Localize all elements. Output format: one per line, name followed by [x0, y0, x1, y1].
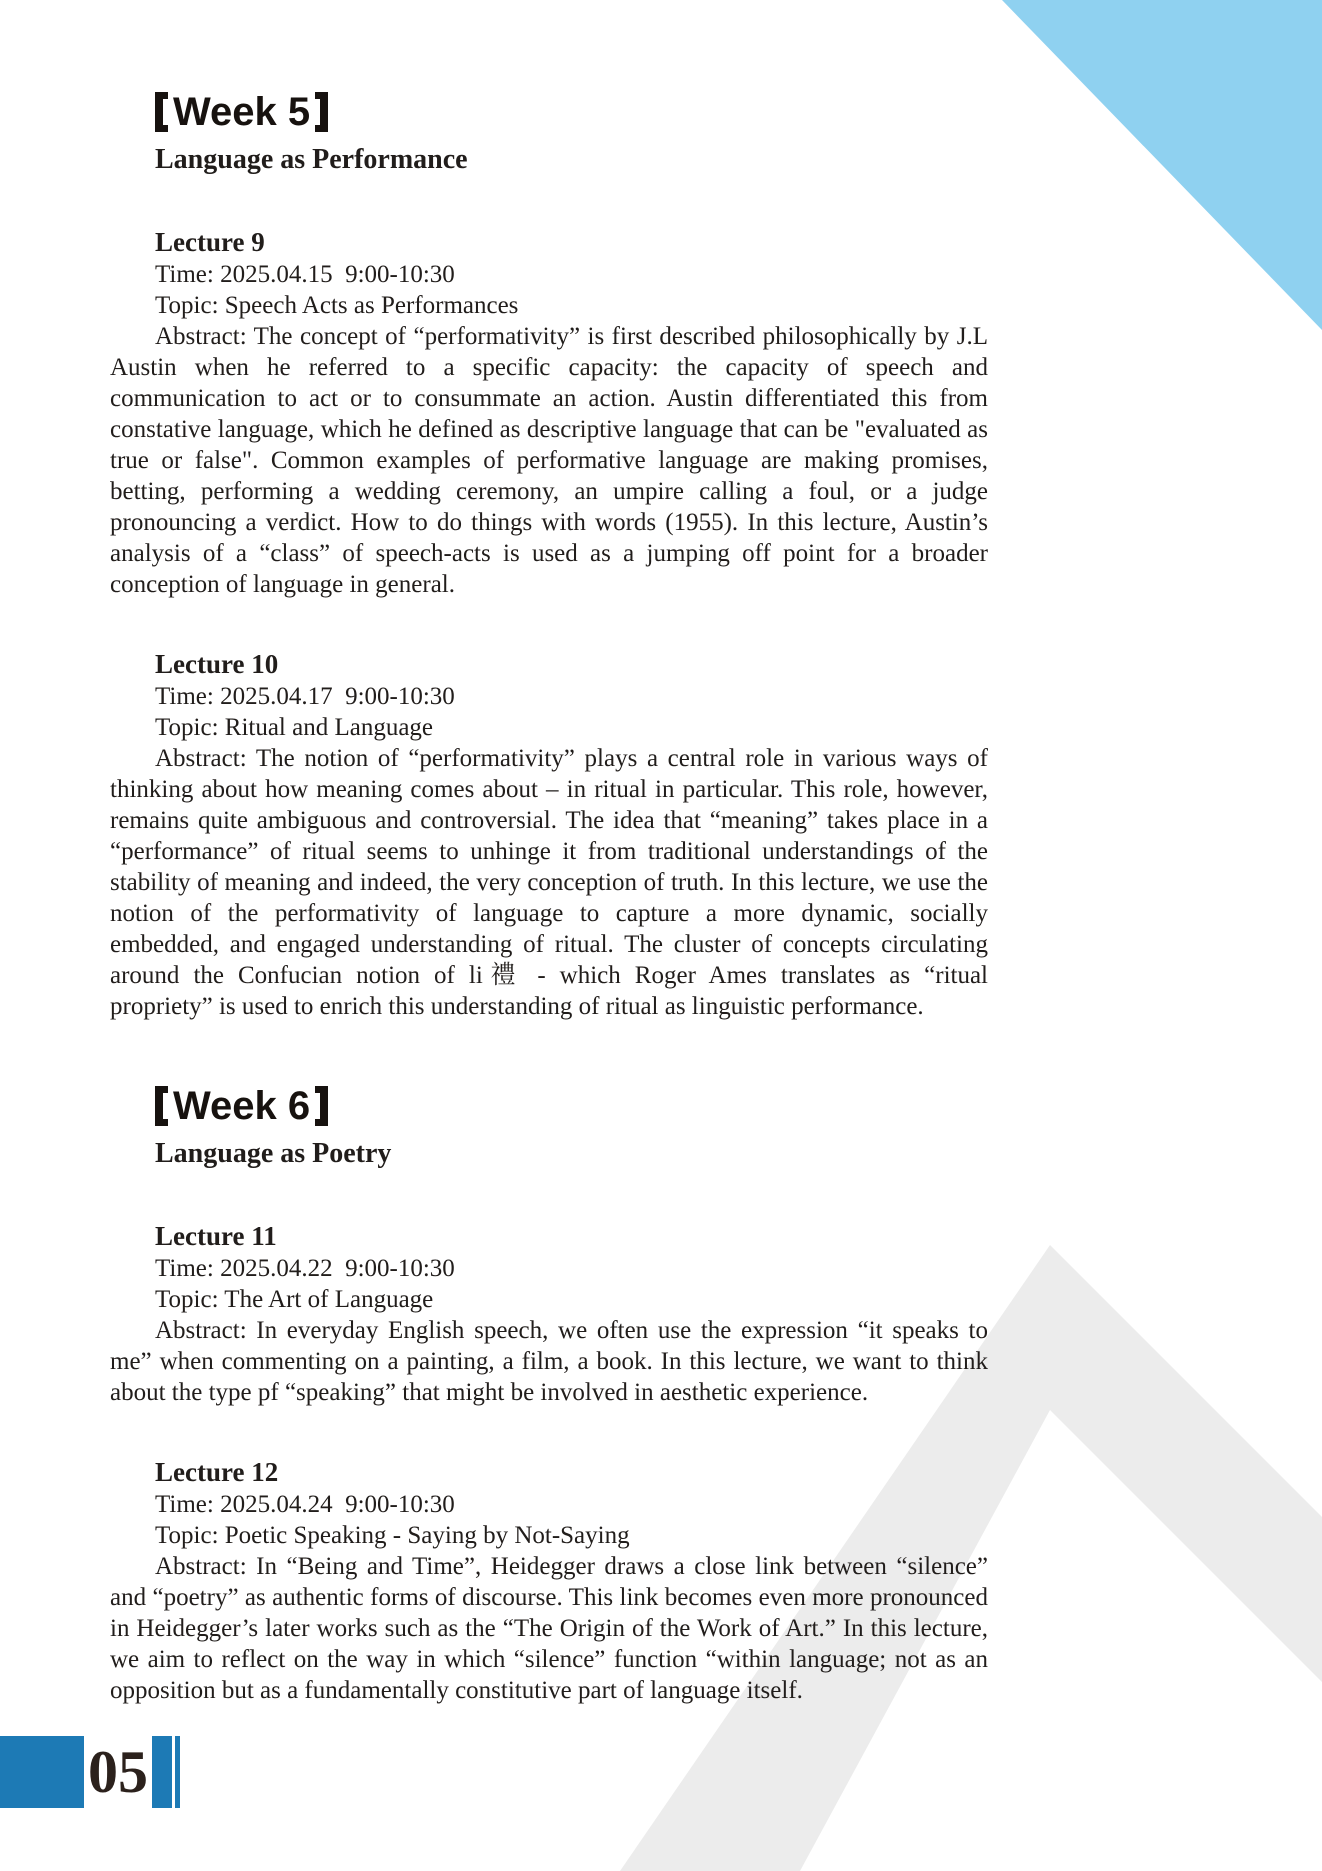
week-5-section — [110, 88, 988, 1022]
lecture-11-abstract: Abstract: In everyday English speech, we often use the expression “it speaks to me” when commenting on a painting, a film, a book. In this lecture, we want to think about the type pf “speaking” that might be involved in aesthetic experience. — [110, 1317, 988, 1406]
lecture-11-title: Lecture 11 — [155, 1221, 277, 1251]
lecture-10-time: Time: 2025.04.17 9:00-10:30 — [155, 683, 455, 710]
lecture-9-time: Time: 2025.04.15 9:00-10:30 — [155, 261, 455, 288]
lecture-10-abstract: Abstract: The notion of “performativity” plays a central role in various ways of thinking about how meaning comes about – in ritual in particular. This role, however, remains quite ambiguous and controversial. The idea that “meaning” takes place in a “performance” of ritual seems to unhinge it from traditional understandings of the stability of meaning and indeed, the very conception of truth. In this lecture, we use the notion of the performativity of language to capture a more dynamic, socially embedded, and engaged understanding of ritual. The cluster of concepts circulating around the Confucian notion of li禮 - which Roger Ames translates as “ritual propriety” is used to enrich this understanding of ritual as linguistic performance. — [110, 745, 988, 1020]
week-6-section — [110, 1082, 988, 1706]
lecture-11-topic: Topic: The Art of Language — [155, 1286, 434, 1313]
lenticular-bracket-left-icon — [155, 1086, 168, 1126]
lecture-10-topic: Topic: Ritual and Language — [155, 714, 434, 741]
lenticular-bracket-left-icon — [155, 92, 168, 132]
footer-accent-bar — [152, 1736, 172, 1808]
footer-left-block — [0, 1736, 84, 1808]
week-6-subtitle: Language as Poetry — [155, 1138, 392, 1169]
lenticular-bracket-right-icon — [315, 92, 328, 132]
lecture-10-title: Lecture 10 — [155, 649, 279, 679]
page-number: 05 — [88, 1738, 148, 1805]
lecture-11-block — [110, 1220, 988, 1408]
lecture-11-time: Time: 2025.04.22 9:00-10:30 — [155, 1255, 455, 1282]
lenticular-bracket-right-icon — [315, 1086, 328, 1126]
lecture-12-abstract: Abstract: In “Being and Time”, Heidegger draws a close link between “silence” and “poetry” as authentic forms of discourse. This link becomes even more pronounced in Heidegger’s later works such as the “The Origin of the Work of Art.” In this lecture, we aim to reflect on the way in which “silence” function “within language; not as an opposition but as a fundamentally constitutive part of language itself. — [110, 1553, 988, 1704]
lecture-9-title: Lecture 9 — [155, 227, 265, 257]
week-6-label: Week 6 — [173, 1084, 311, 1128]
lecture-10-block — [110, 648, 988, 1022]
week-6-heading — [155, 1082, 988, 1130]
week-5-subtitle: Language as Performance — [155, 144, 468, 175]
lecture-12-time: Time: 2025.04.24 9:00-10:30 — [155, 1491, 455, 1518]
lecture-9-topic: Topic: Speech Acts as Performances — [155, 292, 519, 319]
lecture-9-block — [110, 226, 988, 600]
footer-accent-thin-bar — [175, 1736, 180, 1808]
lecture-12-block — [110, 1456, 988, 1706]
document-body — [110, 88, 988, 1706]
lecture-12-topic: Topic: Poetic Speaking - Saying by Not-Saying — [155, 1522, 630, 1549]
week-5-label: Week 5 — [173, 90, 311, 134]
week-5-heading — [155, 88, 988, 136]
lecture-12-title: Lecture 12 — [155, 1457, 279, 1487]
lecture-9-abstract: Abstract: The concept of “performativity” is first described philosophically by J.L Austin when he referred to a specific capacity: the capacity of speech and communication to act or to consummate an action. Austin differentiated this from constative language, which he defined as descriptive language that can be "evaluated as true or false". Common examples of performative language are making promises, betting, performing a wedding ceremony, an umpire calling a foul, or a judge pronouncing a verdict. How to do things with words (1955). In this lecture, Austin’s analysis of a “class” of speech-acts is used as a jumping off point for a broader conception of language in general. — [110, 323, 988, 598]
